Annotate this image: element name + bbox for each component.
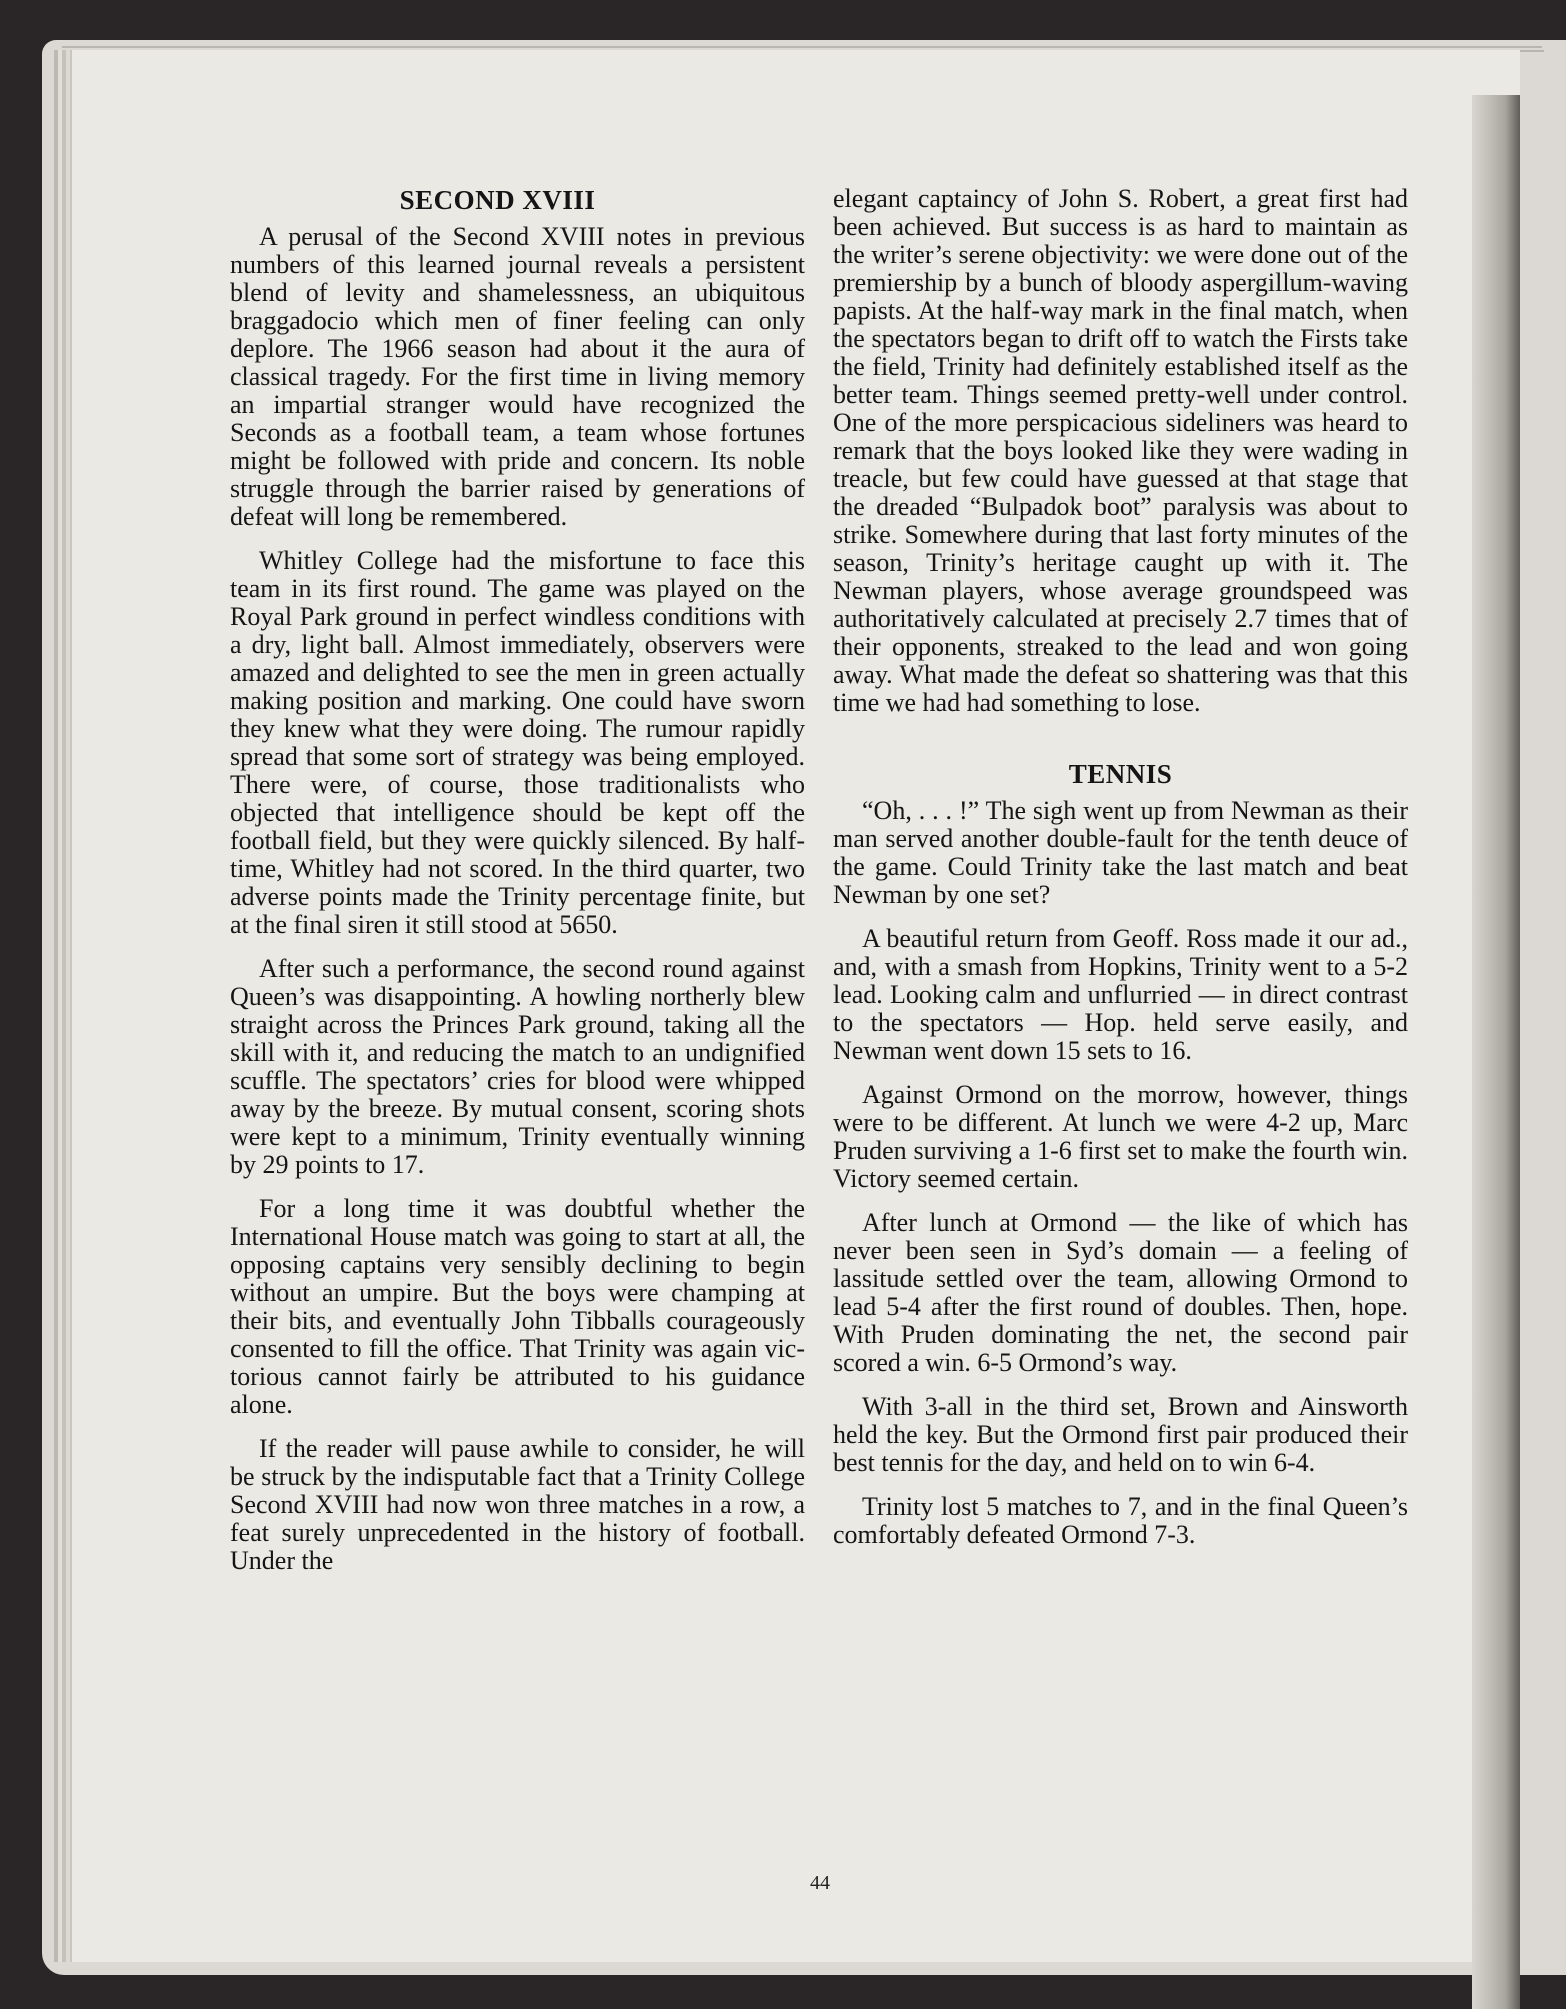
paragraph: “Oh, . . . !” The sigh went up from Newman as their man served another double-fault for the tenth deuce of the game. Could Trinity take the last match and beat Newman by one set?: [833, 796, 1408, 909]
paragraph: If the reader will pause awhile to consider, he will be struck by the indisputable fact that a Trinity College Second XVIII had now won three matches in a row, a feat surely unprecedented in the history of football. Under the: [230, 1434, 805, 1575]
paragraph-continuation: elegant captaincy of John S. Robert, a great first had been achieved. But success is as hard to maintain as the writer’s serene objectivity: we were done out of the premiership by a bunch of bloody aspergillum-waving papists. At the half-way mark in the final match, when the spectators began to drift off to watch the Firsts take the field, Trinity had definitely established itself as the better team. Things seemed pretty-well under control. One of the more perspicacious sideliners was heard to remark that the boys looked like they were wading in treacle, but few could have guessed at that stage that the dreaded “Bulpadok boot” paralysis was about to strike. Somewhere during that last forty minutes of the season, Trinity’s heritage caught up with it. The Newman players, whose average groundspeed was authoritatively calculated at precisely 2.7 times that of their opponents, streaked to the lead and won going away. What made the defeat so shattering was that this time we had had something to lose.: [833, 184, 1408, 717]
paragraph: Trinity lost 5 matches to 7, and in the final Queen’s comfortably defeated Ormond 7-3.: [833, 1492, 1408, 1549]
section-heading-second-xviii: SECOND XVIII: [399, 185, 596, 215]
paragraph: Against Ormond on the morrow, however, things were to be different. At lunch we were 4-2 up, Marc Pruden surviving a 1-6 first set to make the fourth win. Victory seemed certain.: [833, 1080, 1408, 1193]
section-heading-tennis: TENNIS: [1068, 759, 1173, 789]
right-column: [833, 185, 1408, 1565]
paragraph: A perusal of the Second XVIII notes in previous numbers of this learned journal reveals a persistent blend of levity and shamelessness, an ubiquitous braggadocio which men of finer feeling can only deplore. The 1966 season had about it the aura of classical tragedy. For the first time in living memory an impartial stranger would have recognized the Seconds as a football team, a team whose fortunes might be followed with pride and concern. Its noble struggle through the barrier raised by generations of defeat will long be remembered.: [230, 222, 805, 531]
paragraph: Whitley College had the misfortune to face this team in its first round. The game was played on the Royal Park ground in perfect windless conditions with a dry, light ball. Almost immediately, observers were amazed and delighted to see the men in green actually making position and marking. One could have sworn they knew what they were doing. The rumour rapidly spread that some sort of strategy was being employed. There were, of course, those traditionalists who objected that intelligence should be kept off the football field, but they were quickly silenced. By half-time, Whitley had not scored. In the third quarter, two adverse points made the Trinity percentage finite, but at the final siren it still stood at 5650.: [230, 546, 805, 939]
page-number: 44: [810, 1872, 830, 1894]
book-binding-shadow: [1472, 95, 1520, 2009]
page-edge-line: [62, 46, 1542, 48]
left-column: [230, 185, 805, 1591]
paragraph: With 3-all in the third set, Brown and Ainsworth held the key. But the Ormond first pair produced their best tennis for the day, and held on to win 6-4.: [833, 1392, 1408, 1477]
paragraph: After lunch at Ormond — the like of which has never been seen in Syd’s domain — a feeling of lassitude settled over the team, allowing Ormond to lead 5-4 after the first round of doubles. Then, hope. With Pruden dominating the net, the second pair scored a win. 6-5 Ormond’s way.: [833, 1208, 1408, 1377]
paragraph: After such a performance, the second round against Queen’s was disappointing. A howling northerly blew straight across the Princes Park ground, taking all the skill with it, and reducing the match to an undignified scuffle. The spectators’ cries for blood were whipped away by the breeze. By mutual consent, scoring shots were kept to a minimum, Trinity eventually winning by 29 points to 17.: [230, 954, 805, 1179]
paragraph: A beautiful return from Geoff. Ross made it our ad., and, with a smash from Hopkins, Trinity went to a 5-2 lead. Looking calm and unflurried — in direct contrast to the spectators — Hop. held serve easily, and Newman went down 15 sets to 16.: [833, 924, 1408, 1065]
paragraph: For a long time it was doubtful whether the International House match was going to start at all, the opposing captains very sensibly declining to begin without an umpire. But the boys were champing at their bits, and eventually John Tibballs courageously consented to fill the office. That Trinity was again victorious cannot fairly be attributed to his guidance alone.: [230, 1194, 805, 1419]
